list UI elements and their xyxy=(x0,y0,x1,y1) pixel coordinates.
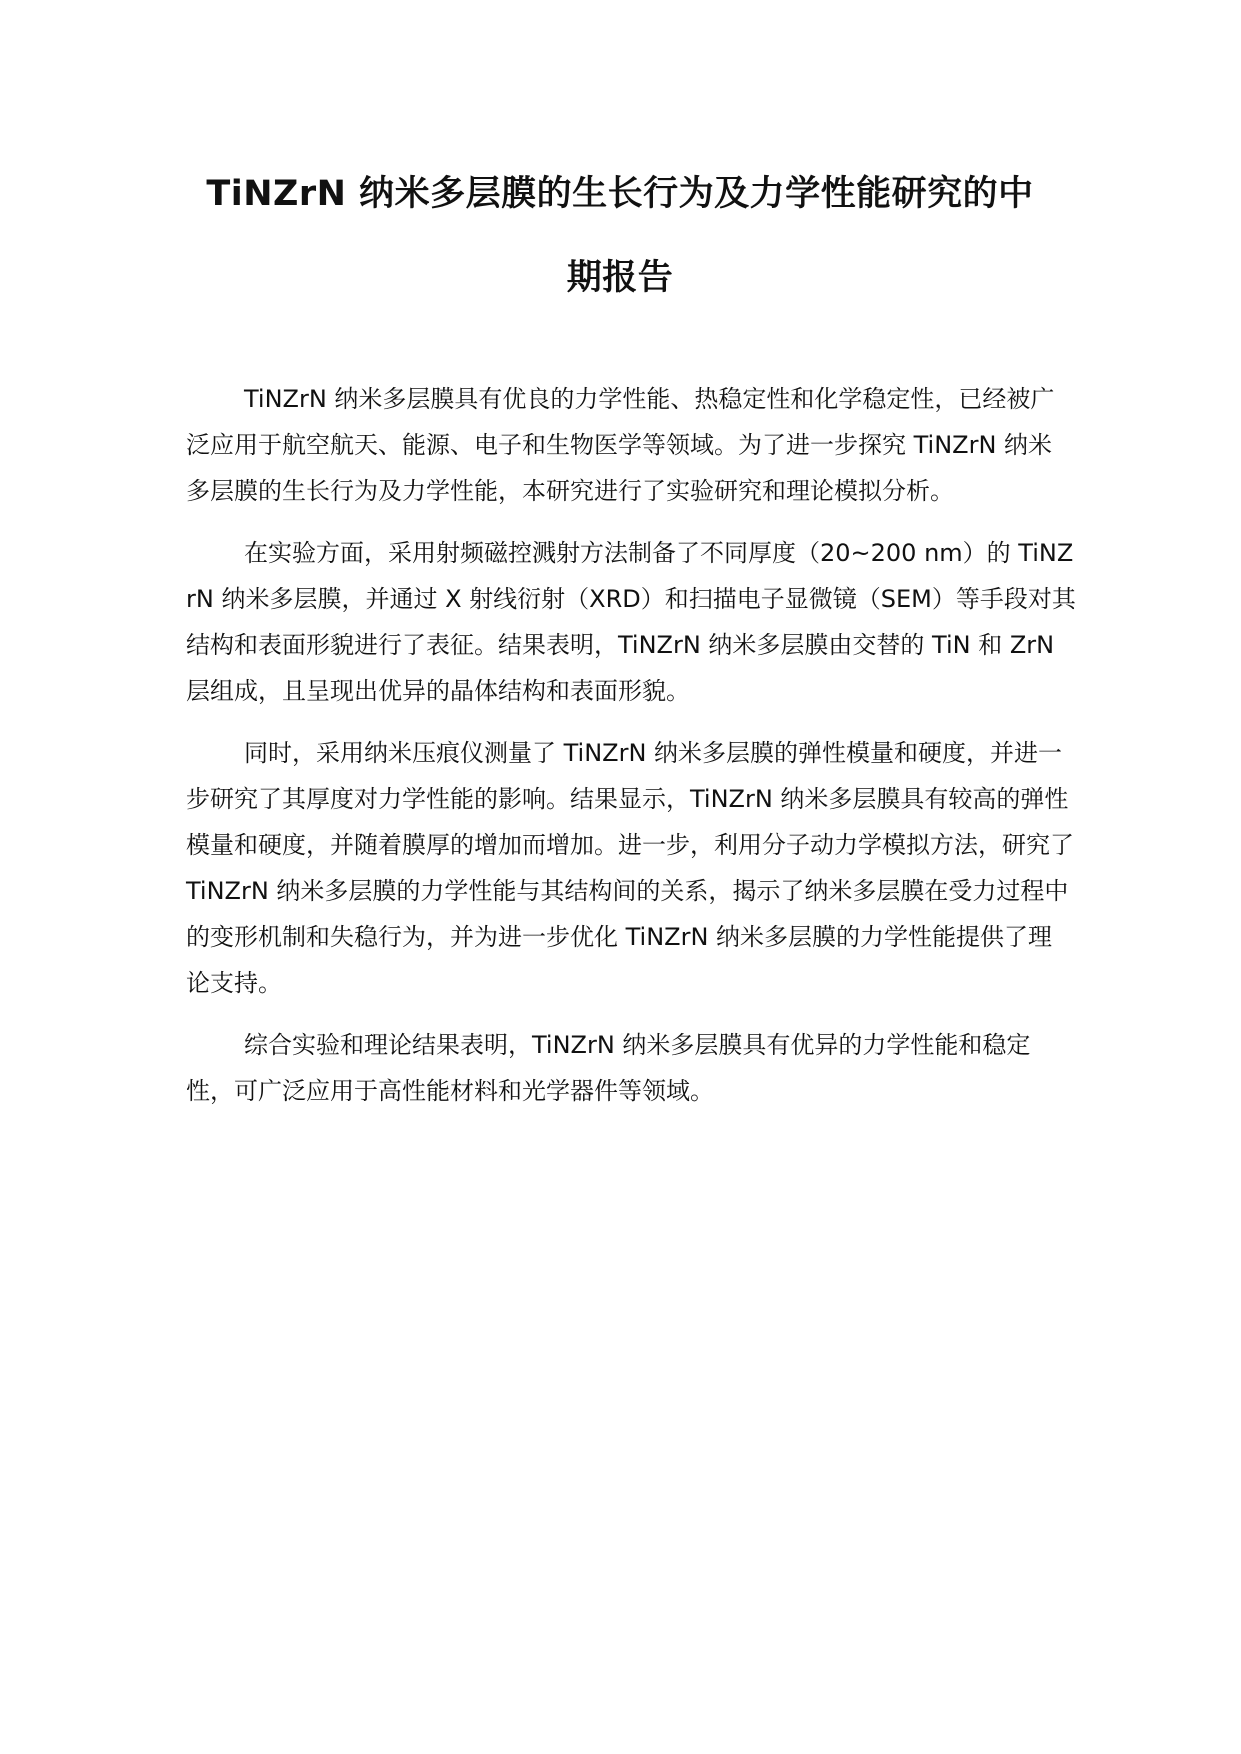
document-title xyxy=(150,172,1090,300)
title-line-1: TiNZrN 纳米多层膜的生长行为及力学性能研究的中 xyxy=(206,174,1034,214)
paragraph-intro: TiNZrN 纳米多层膜具有优良的力学性能、热稳定性和化学稳定性，已经被广泛应用于航空航天、能源、电子和生物医学等领域。为了进一步探究 TiNZrN 纳米多层膜的生长行为及力学性能，本研究进行了实验研究和理论模拟分析。 xyxy=(186,385,1055,505)
paragraph-experiment: 在实验方面，采用射频磁控溅射方法制备了不同厚度（20~200 nm）的 TiNZrN 纳米多层膜，并通过 X 射线衍射（XRD）和扫描电子显微镜（SEM）等手段对其结构和表面形貌进行了表征。结果表明，TiNZrN 纳米多层膜由交替的 TiN 和 ZrN 层组成，且呈现出优异的晶体结构和表面形貌。 xyxy=(186,539,1076,705)
paragraph-mechanics: 同时，采用纳米压痕仪测量了 TiNZrN 纳米多层膜的弹性模量和硬度，并进一步研究了其厚度对力学性能的影响。结果显示，TiNZrN 纳米多层膜具有较高的弹性模量和硬度，并随着膜厚的增加而增加。进一步，利用分子动力学模拟方法，研究了 TiNZrN 纳米多层膜的力学性能与其结构间的关系，揭示了纳米多层膜在受力过程中的变形机制和失稳行为，并为进一步优化 TiNZrN 纳米多层膜的力学性能提供了理论支持。 xyxy=(186,739,1074,997)
document-body xyxy=(186,376,1076,1130)
paragraph-conclusion: 综合实验和理论结果表明，TiNZrN 纳米多层膜具有优异的力学性能和稳定性，可广泛应用于高性能材料和光学器件等领域。 xyxy=(186,1031,1031,1105)
title-line-2: 期报告 xyxy=(566,258,674,298)
